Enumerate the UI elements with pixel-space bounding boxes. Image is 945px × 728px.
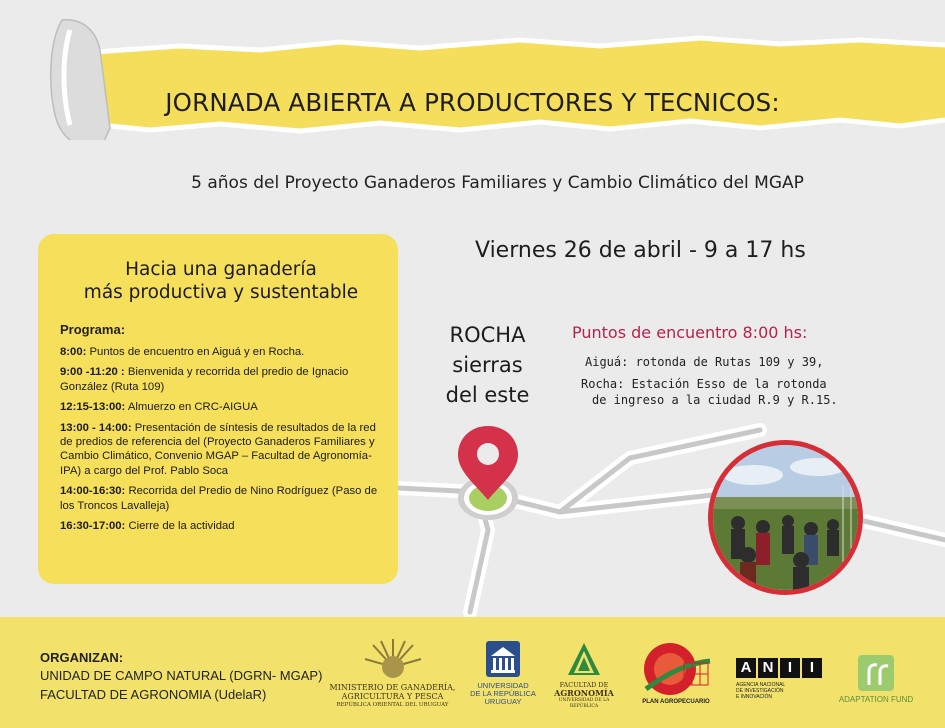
fagro-line2: AGRONOMÍA — [554, 688, 614, 698]
udelar-logo — [468, 640, 538, 706]
meeting-line: de ingreso a la ciudad R.9 y R.15. — [592, 393, 838, 407]
adaptation-fund-logo — [835, 655, 917, 704]
plan-agropecuario-logo — [636, 641, 716, 705]
organizer-line: FACULTAD DE AGRONOMIA (UdelaR) — [40, 687, 267, 702]
page-subtitle: 5 años del Proyecto Ganaderos Familiares y Cambio Climático del MGAP — [191, 173, 804, 193]
adaptation-label: ADAPTATION FUND — [838, 695, 914, 704]
meeting-points-title: Puntos de encuentro 8:00 hs: — [572, 323, 808, 342]
mgap-line1: MINISTERIO DE GANADERÍA, — [329, 683, 456, 692]
plan-emblem-icon — [640, 641, 712, 699]
program-item-time: 14:00-16:30: — [60, 485, 126, 498]
program-item-text: Almuerzo en CRC-AIGUA — [125, 401, 258, 414]
program-item-text: Cierre de la actividad — [125, 520, 235, 533]
program-item-time: 13:00 - 14:00: — [60, 421, 132, 434]
plan-label: PLAN AGROPECUARIO — [642, 699, 710, 705]
program-item-time: 16:30-17:00: — [60, 520, 126, 533]
meeting-line: Rocha: Estación Esso de la rotonda — [581, 377, 827, 391]
program-label: Programa: — [60, 322, 126, 337]
fagro-logo — [548, 641, 620, 710]
program-item-time: 8:00: — [60, 346, 87, 358]
udelar-line2: DE LA REPÚBLICA — [470, 689, 536, 698]
organizer-line: UNIDAD DE CAMPO NATURAL (DGRN- MGAP) — [40, 668, 323, 683]
event-place — [425, 320, 550, 410]
program-item-text: Bienvenida y recorrida del predio de Ignacio González (Ruta 109) — [60, 366, 349, 393]
location-pin-icon — [452, 420, 524, 530]
program-item — [60, 365, 382, 394]
program-item — [60, 400, 382, 414]
mgap-line2: AGRICULTURA Y PESCA — [341, 692, 444, 701]
program-item — [60, 345, 382, 359]
fagro-line1: FACULTAD DE — [559, 681, 609, 689]
anii-letter: I — [802, 658, 822, 678]
udelar-line1: UNIVERSIDAD — [477, 681, 529, 690]
university-building-icon — [485, 640, 521, 678]
sun-emblem-icon — [363, 637, 423, 679]
card-heading-line1: Hacia una ganadería — [125, 259, 317, 280]
card-heading-line2: más productiva y sustentable — [83, 282, 359, 303]
field-visit-photo — [708, 440, 863, 595]
program-item-text: Recorrida del Predio de Nino Rodríguez (Paso de los Troncos Lavalleja) — [60, 485, 378, 512]
anii-line3: E INNOVACIÓN — [736, 694, 773, 700]
page-title: JORNADA ABIERTA A PRODUCTORES Y TECNICOS: — [165, 88, 780, 117]
anii-letters — [736, 658, 826, 678]
program-item-text: Presentación de síntesis de resultados de la red de predios de referencia del (Proyecto Ganaderos Familiares y Cambio Climático, Convenio MGAP – Facultad de Agronomía-IPA) a cargo del Prof. Pablo Soca — [60, 421, 376, 477]
program-item-time: 9:00 -11:20 : — [60, 366, 125, 379]
anii-letter: N — [758, 658, 778, 678]
anii-line1: AGENCIA NACIONAL — [736, 682, 786, 688]
anii-letter: I — [780, 658, 800, 678]
program-item — [60, 484, 382, 513]
event-date: Viernes 26 de abril - 9 a 17 hs — [475, 238, 806, 263]
program-item-time: 12:15-13:00: — [60, 401, 126, 414]
place-line2: sierras — [452, 353, 523, 377]
fagro-line3: UNIVERSIDAD DE LA REPÚBLICA — [558, 698, 610, 709]
anii-line2: DE INVESTIGACIÓN — [736, 688, 784, 694]
card-heading — [60, 258, 382, 304]
program-item — [60, 519, 382, 533]
meeting-line: Aiguá: rotonda de Rutas 109 y 39, — [585, 355, 824, 369]
anii-logo — [736, 658, 826, 700]
mgap-logo — [320, 637, 465, 709]
agronomy-triangle-icon — [566, 641, 602, 677]
anii-letter: A — [736, 658, 756, 678]
adaptation-leaf-icon — [858, 655, 894, 691]
place-line1: ROCHA — [449, 323, 526, 347]
organizers-label: ORGANIZAN: — [40, 650, 124, 665]
torn-paper-banner — [0, 0, 945, 140]
program-item — [60, 421, 382, 479]
udelar-line3: URUGUAY — [484, 697, 522, 706]
program-item-text: Puntos de encuentro en Aiguá y en Rocha. — [86, 346, 305, 358]
mgap-line3: REPÚBLICA ORIENTAL DEL URUGUAY — [336, 702, 449, 708]
place-line3: del este — [445, 383, 530, 407]
program-card — [38, 234, 398, 584]
